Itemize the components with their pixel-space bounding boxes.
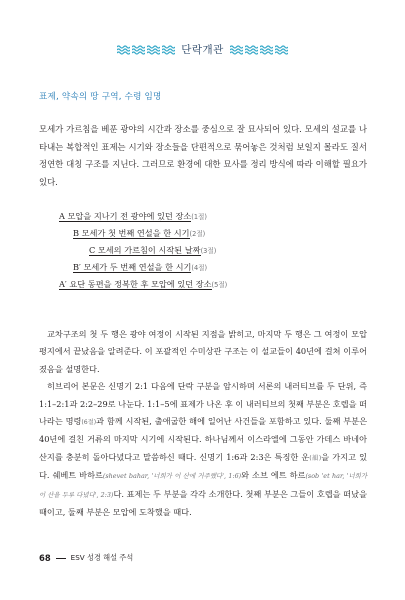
page-footer	[39, 553, 133, 563]
section-subtitle: 표제, 약속의 땅 구역, 수령 임명	[39, 92, 162, 102]
body-text-segment: 와 소브 에트 하르	[241, 470, 306, 481]
footer-divider	[56, 558, 66, 559]
wave-ornament-left	[117, 45, 175, 55]
verse-ref: (2절)	[189, 230, 206, 238]
outline-item-text: B′ 모세가 두 번째 연설을 한 시기	[73, 262, 192, 272]
intro-paragraph: 모세가 가르침을 베푼 광야의 시간과 장소를 중심으로 잘 묘사되어 있다. 모세의 설교를 나타내는 복합적인 표제는 시기와 장소들을 단편적으로 묶어놓은 것처럼 보일지 몰라도 질서정연한 대칭 구조를 지닌다. 그러므로 환경에 대한 묘사를 정리 방식에 따라 이해할 필요가 있다.	[39, 124, 367, 187]
book-title: ESV 성경 해설 주석	[70, 553, 134, 562]
body-text-segment: 다. 표제는 두 부분을 각각 소개한다. 첫째 부분은 그들이 호렙을 떠났을 때이고, 둘째 부분은 모압에 도착했을 때다.	[39, 488, 367, 518]
transliteration: (sob 'et har, '너희가 이 산을 두루 다녔다', 2:3)	[39, 472, 368, 499]
outline-item-c	[89, 244, 216, 257]
outline-item-text: A′ 요단 동편을 정복한 후 모압에 있던 장소	[59, 279, 212, 289]
wave-icon	[147, 45, 160, 55]
verse-ref: (1절)	[191, 213, 207, 221]
body-text-segment: 과 함께 시작된, 출애굽한 해에 일어난 사건들을 포함하고 있다. 둘째 부분은 40년에 걸친 거류의 마지막 시기에 시작된다. 하나님께서 이스라엘에 그동안 가데스 바네아 산지를 충분히 돌아다녔다고 말씀하신 때다. 신명기 1:6과 2:3은 특징한 운	[39, 416, 367, 462]
wave-icon	[132, 45, 145, 55]
body-text-segment: 을 가지고 있다. 쉐베트 바하르	[39, 451, 367, 481]
outline-item-text: B 모세가 첫 번째 연설을 한 시기	[73, 228, 190, 238]
wave-icon	[230, 45, 243, 55]
page-number: 68	[39, 553, 51, 563]
wave-icon	[275, 45, 288, 55]
section-title: 단락개관	[181, 44, 224, 56]
verse-ref: (4절)	[191, 264, 208, 272]
wave-icon	[117, 45, 130, 55]
outline-item-a	[59, 210, 207, 223]
section-header	[0, 42, 405, 57]
transliteration: (shevet bahar, '너희가 이 산에 거주했다', 1:6)	[102, 472, 242, 481]
outline-item-b-prime	[73, 261, 207, 274]
verse-ref: (6절)	[81, 419, 97, 427]
outline-item-text: A 모압을 지나기 전 광야에 있던 장소	[59, 211, 192, 221]
wave-ornament-right	[230, 45, 288, 55]
outline-item-text: C 모세의 가르침이 시작된 날짜	[89, 245, 201, 255]
body-paragraph-2: 교차구조의 첫 두 행은 광야 여정이 시작된 지점을 밝히고, 마지막 두 행은 그 여정이 모압 평지에서 끝났음을 알려준다. 이 포괄적인 수미상관 구조는 이 설교들이 40년에 걸쳐 이루어졌음을 설명한다.	[39, 329, 367, 374]
hanja-gloss: (韻)	[309, 454, 322, 462]
verse-ref: (3절)	[200, 247, 217, 255]
outline-item-a-prime	[59, 278, 227, 291]
body-paragraph-3: 히브리어 본문은 신명기 2:1 다음에 단락 구분을 암시하며 서론의 내러티브를 두 단위, 즉 1:1–2:1과 2:2–29로 나눈다. 1:1–5에 표제가 나온 후 이 내러티브의 첫째 부분은 호렙을 떠나라는 명령	[39, 381, 367, 427]
outline-item-b	[73, 227, 205, 240]
wave-icon	[162, 45, 175, 55]
wave-icon	[260, 45, 273, 55]
body-text	[39, 326, 367, 521]
verse-ref: (5절)	[211, 281, 228, 289]
wave-icon	[245, 45, 258, 55]
